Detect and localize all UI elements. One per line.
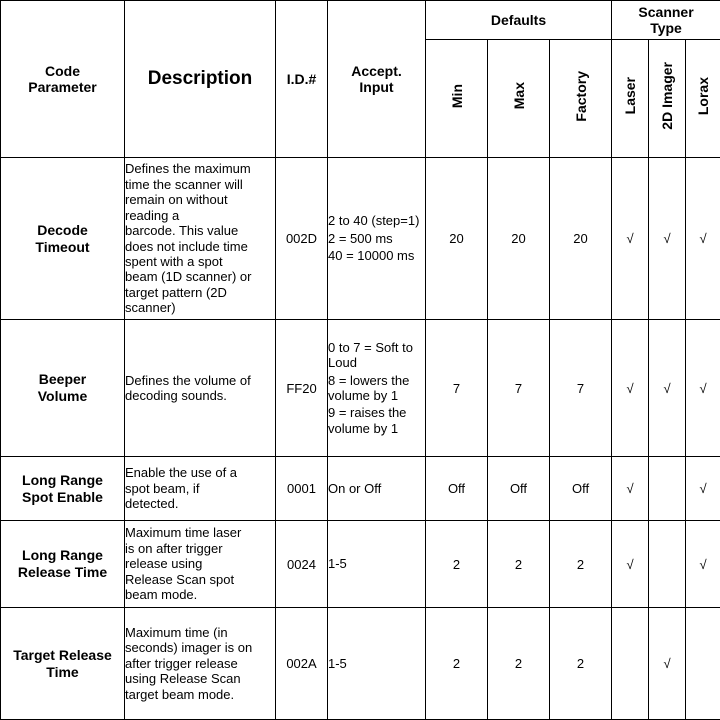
max-cell: 7 xyxy=(488,320,550,457)
description-cell: Defines the maximum time the scanner will remain on without reading a barcode. This value does not include time spent with a spot beam (1D scanner) or target pattern (2D scanner) xyxy=(125,158,276,320)
factory-cell: 2 xyxy=(550,608,612,720)
accept-input-cell: On or Off xyxy=(328,457,426,521)
id-cell: 002A xyxy=(276,608,328,720)
factory-cell: 20 xyxy=(550,158,612,320)
lorax-check-cell: √ xyxy=(686,521,720,608)
header-lorax: Lorax xyxy=(686,40,720,158)
lorax-check-cell xyxy=(686,608,720,720)
code-parameter-cell: Beeper Volume xyxy=(1,320,125,457)
lorax-check-cell: √ xyxy=(686,320,720,457)
lorax-check-cell: √ xyxy=(686,457,720,521)
header-defaults: Defaults xyxy=(426,1,612,40)
max-cell: 20 xyxy=(488,158,550,320)
table-row xyxy=(1,608,720,720)
id-cell: 0001 xyxy=(276,457,328,521)
id-cell: FF20 xyxy=(276,320,328,457)
imager-check-cell: √ xyxy=(649,158,686,320)
code-parameter-cell: Long Range Spot Enable xyxy=(1,457,125,521)
id-cell: 0024 xyxy=(276,521,328,608)
max-cell: Off xyxy=(488,457,550,521)
factory-cell: 2 xyxy=(550,521,612,608)
table-row xyxy=(1,320,720,457)
table-row xyxy=(1,158,720,320)
header-laser: Laser xyxy=(612,40,649,158)
laser-check-cell: √ xyxy=(612,521,649,608)
header-2d-imager: 2D Imager xyxy=(649,40,686,158)
description-cell: Maximum time (in seconds) imager is on after trigger release using Release Scan target beam mode. xyxy=(125,608,276,720)
min-cell: Off xyxy=(426,457,488,521)
lorax-check-cell: √ xyxy=(686,158,720,320)
header-id: I.D.# xyxy=(276,1,328,158)
table-row xyxy=(1,457,720,521)
code-parameter-cell: Decode Timeout xyxy=(1,158,125,320)
laser-check-cell: √ xyxy=(612,158,649,320)
header-description: Description xyxy=(125,1,276,158)
laser-check-cell: √ xyxy=(612,457,649,521)
header-max: Max xyxy=(488,40,550,158)
header-min: Min xyxy=(426,40,488,158)
min-cell: 2 xyxy=(426,608,488,720)
header-scanner-type: Scanner Type xyxy=(612,1,720,40)
imager-check-cell xyxy=(649,521,686,608)
accept-input-cell: 1-5 xyxy=(328,608,426,720)
header-code-parameter: Code Parameter xyxy=(1,1,125,158)
description-cell: Maximum time laser is on after trigger release using Release Scan spot beam mode. xyxy=(125,521,276,608)
factory-cell: 7 xyxy=(550,320,612,457)
min-cell: 20 xyxy=(426,158,488,320)
max-cell: 2 xyxy=(488,608,550,720)
accept-input-cell: 0 to 7 = Soft to Loud 8 = lowers the volume by 1 9 = raises the volume by 1 xyxy=(328,320,426,457)
laser-check-cell: √ xyxy=(612,320,649,457)
header-accept-input: Accept. Input xyxy=(328,1,426,158)
accept-input-cell: 1-5 xyxy=(328,521,426,608)
factory-cell: Off xyxy=(550,457,612,521)
description-cell: Defines the volume of decoding sounds. xyxy=(125,320,276,457)
code-parameter-cell: Long Range Release Time xyxy=(1,521,125,608)
laser-check-cell xyxy=(612,608,649,720)
imager-check-cell xyxy=(649,457,686,521)
code-parameter-cell: Target Release Time xyxy=(1,608,125,720)
imager-check-cell: √ xyxy=(649,608,686,720)
id-cell: 002D xyxy=(276,158,328,320)
imager-check-cell: √ xyxy=(649,320,686,457)
min-cell: 2 xyxy=(426,521,488,608)
description-cell: Enable the use of a spot beam, if detected. xyxy=(125,457,276,521)
max-cell: 2 xyxy=(488,521,550,608)
table-row xyxy=(1,521,720,608)
header-factory: Factory xyxy=(550,40,612,158)
accept-input-cell: 2 to 40 (step=1) 2 = 500 ms 40 = 10000 ms xyxy=(328,158,426,320)
min-cell: 7 xyxy=(426,320,488,457)
